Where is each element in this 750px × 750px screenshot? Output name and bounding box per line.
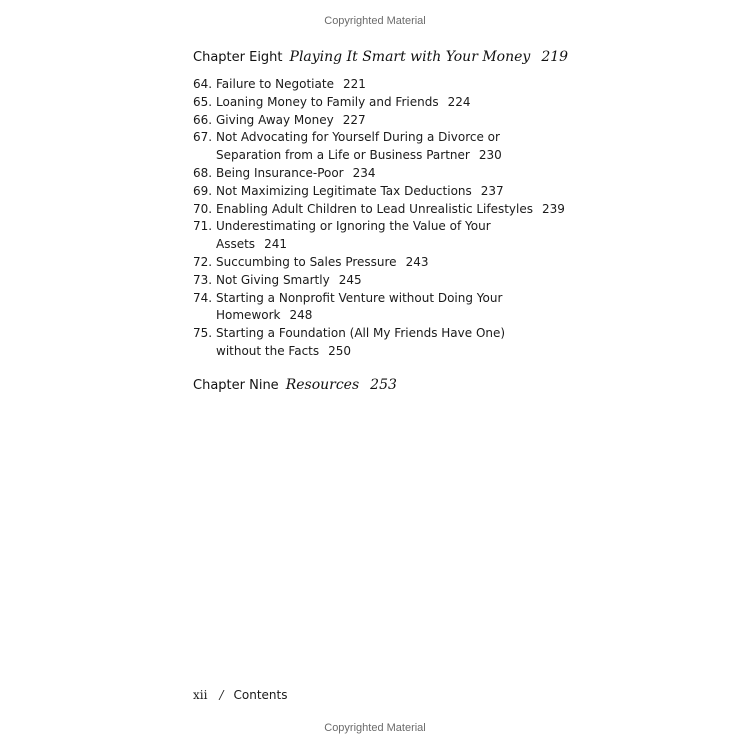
entry-number: 65. <box>193 94 213 109</box>
entry-page-number: 234 <box>352 165 376 180</box>
running-footer-title: Contents <box>233 688 288 702</box>
entry-number: 66. <box>193 112 213 127</box>
entry-title-line: Underestimating or Ignoring the Value of Your <box>216 219 491 234</box>
entry-title-line: Enabling Adult Children to Lead Unrealistic Lifestyles <box>216 201 534 216</box>
chapter-eight-heading <box>193 49 568 65</box>
entry-page-number: 245 <box>338 272 362 287</box>
entry-page-number: 248 <box>289 308 313 323</box>
entry-page-number: 224 <box>447 94 471 109</box>
toc-entry <box>193 112 565 130</box>
entry-number: 72. <box>193 254 213 269</box>
toc-entry <box>193 129 565 165</box>
toc-entry <box>193 94 565 112</box>
toc-entry <box>193 218 565 254</box>
entry-number: 67. <box>193 130 213 145</box>
entry-title-line: Not Advocating for Yourself During a Divorce or <box>216 130 500 145</box>
chapter-title: Resources <box>285 377 360 393</box>
entry-number: 71. <box>193 219 213 234</box>
entry-number: 68. <box>193 165 213 180</box>
chapter-label: Chapter Eight <box>193 50 283 65</box>
entry-title-line: Failure to Negotiate <box>216 77 334 91</box>
entry-title-line: Starting a Nonprofit Venture without Doing Your <box>216 290 503 305</box>
entry-page-number: 221 <box>342 77 366 91</box>
entry-number: 64. <box>193 77 213 91</box>
folio-separator: / <box>219 688 224 702</box>
entry-page-number: 230 <box>478 148 502 163</box>
copyright-watermark-bottom: Copyrighted Material <box>324 722 426 734</box>
entry-title-line: Being Insurance-Poor <box>216 165 344 180</box>
entry-title-line: Loaning Money to Family and Friends <box>216 94 439 109</box>
entry-title-line: Succumbing to Sales Pressure <box>216 254 397 269</box>
entry-page-number: 241 <box>264 237 287 252</box>
toc-entry <box>193 325 565 361</box>
entry-page-number: 239 <box>542 201 565 216</box>
toc-entry <box>193 254 565 272</box>
entry-page-number: 227 <box>342 112 366 127</box>
entry-page-number: 250 <box>328 343 352 358</box>
chapter-page-number: 253 <box>370 377 397 393</box>
entry-number: 73. <box>193 272 213 287</box>
toc-entry <box>193 76 565 94</box>
entry-title-line: Giving Away Money <box>216 112 334 127</box>
toc-entry <box>193 290 565 326</box>
entry-title-line: Starting a Foundation (All My Friends Have One) <box>216 326 506 341</box>
entry-page-number: 237 <box>480 183 504 198</box>
toc-entry <box>193 183 565 201</box>
chapter-title: Playing It Smart with Your Money <box>289 49 531 65</box>
entry-number: 74. <box>193 290 213 305</box>
entry-title-line: Assets <box>216 237 256 252</box>
entry-number: 75. <box>193 326 213 341</box>
entry-title-line: Separation from a Life or Business Partner <box>216 148 470 163</box>
entry-page-number: 243 <box>405 254 429 269</box>
toc-entry <box>193 201 565 219</box>
chapter-label: Chapter Nine <box>193 378 279 393</box>
chapter-page-number: 219 <box>541 49 569 65</box>
toc-entry <box>193 165 565 183</box>
entry-title-line: without the Facts <box>216 343 320 358</box>
chapter-nine-heading <box>193 377 397 393</box>
folio-number: xii <box>193 688 208 702</box>
toc-entry <box>193 272 565 290</box>
copyright-watermark-top: Copyrighted Material <box>324 15 426 27</box>
entry-number: 70. <box>193 201 213 216</box>
entry-title-line: Not Maximizing Legitimate Tax Deductions <box>216 183 472 198</box>
page-footer <box>193 688 287 702</box>
entry-number: 69. <box>193 183 213 198</box>
entry-title-line: Not Giving Smartly <box>216 272 330 287</box>
toc-entry-list <box>193 76 565 361</box>
entry-title-line: Homework <box>216 308 281 323</box>
